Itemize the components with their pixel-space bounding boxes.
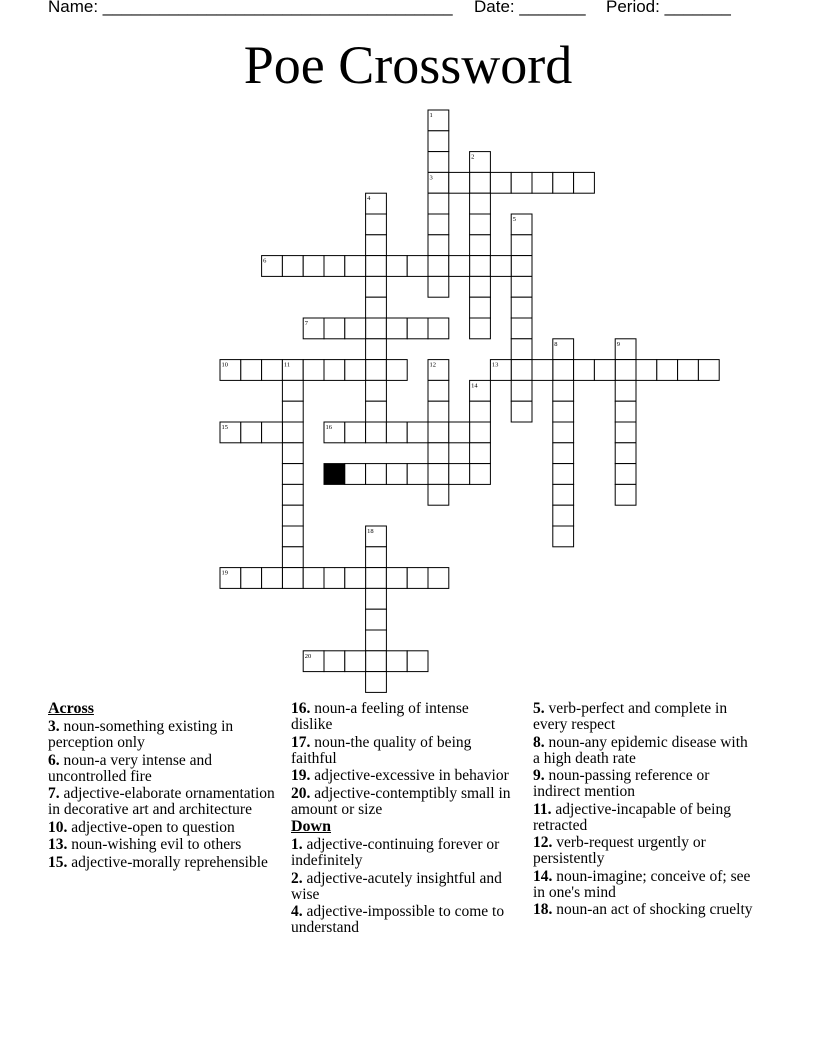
- grid-cell[interactable]: [386, 360, 407, 381]
- clue-number: 10.: [48, 818, 68, 836]
- clue-text: verb-request urgently or persistently: [533, 834, 706, 867]
- grid-cell[interactable]: [511, 318, 532, 339]
- grid-cell[interactable]: [282, 505, 303, 526]
- clue-item: [48, 753, 284, 785]
- cell-number: 12: [429, 361, 436, 369]
- clue-text: adjective-excessive in behavior: [310, 767, 509, 784]
- grid-cell[interactable]: [366, 568, 387, 589]
- grid-cell[interactable]: [345, 318, 366, 339]
- grid-cell[interactable]: [511, 401, 532, 422]
- grid-cell[interactable]: [303, 256, 324, 277]
- grid-cell[interactable]: [594, 360, 615, 381]
- clue-number: 15.: [48, 853, 68, 871]
- clue-text: adjective-continuing forever or indefinitely: [291, 836, 500, 869]
- cell-number: 19: [221, 569, 228, 577]
- clue-text: adjective-acutely insightful and wise: [291, 869, 502, 903]
- grid-cell[interactable]: [386, 422, 407, 443]
- grid-cell[interactable]: [324, 651, 345, 672]
- grid-cell[interactable]: [428, 380, 449, 401]
- grid-cell[interactable]: [428, 235, 449, 256]
- clue-number: 18.: [533, 901, 553, 918]
- grid-cell[interactable]: [678, 360, 699, 381]
- grid-cell[interactable]: [407, 651, 428, 672]
- grid-cell[interactable]: [553, 360, 574, 381]
- clue-text: noun-imagine; conceive of; see in one's mind: [533, 867, 751, 901]
- grid-cell[interactable]: [282, 484, 303, 505]
- grid-cell[interactable]: [428, 131, 449, 152]
- grid-cell[interactable]: [345, 464, 366, 485]
- grid-cell[interactable]: [366, 651, 387, 672]
- clue-item: [533, 835, 755, 867]
- cell-number: 6: [263, 257, 267, 265]
- cell-number: 18: [367, 528, 374, 535]
- clue-number: 8.: [533, 733, 545, 751]
- grid-cell[interactable]: [324, 568, 345, 589]
- across-heading: Across: [48, 700, 94, 717]
- grid-cell[interactable]: [366, 297, 387, 318]
- grid-cell[interactable]: [366, 380, 387, 401]
- grid-cell[interactable]: [615, 360, 636, 381]
- grid-cell[interactable]: [282, 443, 303, 464]
- grid-cell[interactable]: [407, 422, 428, 443]
- grid-cell[interactable]: [345, 256, 366, 277]
- clue-text: noun-a feeling of intense dislike: [291, 700, 469, 733]
- grid-cell[interactable]: [407, 568, 428, 589]
- grid-cell[interactable]: [345, 360, 366, 381]
- grid-cell[interactable]: [366, 401, 387, 422]
- grid-cell[interactable]: [324, 256, 345, 277]
- grid-cell[interactable]: [366, 464, 387, 485]
- down-heading: Down: [291, 818, 332, 835]
- grid-cell[interactable]: [511, 339, 532, 360]
- grid-cell[interactable]: [366, 672, 387, 693]
- grid-cell[interactable]: [366, 214, 387, 235]
- grid-cell[interactable]: [657, 360, 678, 381]
- grid-cell[interactable]: [407, 464, 428, 485]
- grid-cell[interactable]: [386, 256, 407, 277]
- grid-cell[interactable]: [366, 235, 387, 256]
- clue-number: 5.: [533, 700, 545, 717]
- grid-cell[interactable]: [470, 443, 491, 464]
- grid-cell[interactable]: [241, 568, 262, 589]
- grid-cell[interactable]: [470, 297, 491, 318]
- grid-cell[interactable]: [615, 443, 636, 464]
- cell-number: 11: [283, 361, 291, 369]
- clue-item: [291, 904, 511, 936]
- grid-cell[interactable]: [615, 401, 636, 422]
- clue-text: noun-an act of shocking cruelty: [552, 901, 753, 918]
- grid-cell[interactable]: [470, 193, 491, 214]
- grid-cell[interactable]: [636, 360, 657, 381]
- clue-number: 1.: [291, 836, 303, 853]
- grid-cell[interactable]: [428, 152, 449, 173]
- grid-cell[interactable]: [615, 380, 636, 401]
- clue-text: noun-passing reference or indirect mention: [533, 767, 710, 800]
- grid-cell[interactable]: [470, 214, 491, 235]
- cell-number: 20: [304, 652, 312, 660]
- cell-number: 16: [325, 424, 332, 431]
- grid-cell[interactable]: [386, 318, 407, 339]
- clue-item: [533, 701, 755, 733]
- clue-item: [291, 871, 511, 903]
- grid-cell[interactable]: [366, 588, 387, 609]
- grid-cell[interactable]: [303, 568, 324, 589]
- clue-item: [291, 701, 511, 733]
- name-field-label: Name: _____________________________________: [48, 0, 453, 16]
- grid-cell[interactable]: [366, 360, 387, 381]
- clue-item: [533, 768, 755, 800]
- grid-cell[interactable]: [282, 568, 303, 589]
- grid-cell[interactable]: [366, 422, 387, 443]
- clue-column-2: [291, 701, 511, 938]
- clue-item: [48, 719, 284, 751]
- grid-cell[interactable]: [386, 568, 407, 589]
- grid-cell[interactable]: [511, 172, 532, 193]
- grid-cell[interactable]: [282, 422, 303, 443]
- clue-item: [291, 735, 511, 767]
- clue-number: 11.: [533, 800, 552, 818]
- cell-number: 7: [304, 320, 308, 327]
- clue-text: noun-any epidemic disease with a high death rate: [533, 733, 748, 767]
- grid-cell[interactable]: [511, 276, 532, 297]
- grid-cell[interactable]: [553, 526, 574, 547]
- grid-cell[interactable]: [615, 484, 636, 505]
- cell-number: 2: [471, 153, 475, 161]
- grid-cell[interactable]: [345, 422, 366, 443]
- clue-item: [291, 768, 511, 784]
- clue-item: [533, 902, 755, 918]
- clue-item: [533, 735, 755, 767]
- clue-number: 16.: [291, 700, 311, 717]
- grid-cell[interactable]: [428, 422, 449, 443]
- grid-cell[interactable]: [574, 172, 595, 193]
- grid-cell[interactable]: [470, 256, 491, 277]
- clue-text: adjective-contemptibly small in amount or size: [291, 784, 511, 818]
- clue-item: [48, 837, 284, 853]
- grid-cell[interactable]: [282, 256, 303, 277]
- clue-number: 13.: [48, 836, 68, 853]
- cell-number: 8: [554, 340, 558, 348]
- cell-number: 17: [325, 465, 332, 473]
- grid-cell[interactable]: [366, 339, 387, 360]
- clue-number: 4.: [291, 903, 303, 920]
- period-field-label: Period: _______: [606, 0, 731, 16]
- clue-item: [291, 786, 511, 818]
- grid-cell[interactable]: [282, 380, 303, 401]
- grid-cell[interactable]: [615, 464, 636, 485]
- clue-column-3: [533, 701, 755, 920]
- grid-cell[interactable]: [366, 547, 387, 568]
- grid-cell[interactable]: [303, 360, 324, 381]
- grid-cell[interactable]: [511, 235, 532, 256]
- grid-cell[interactable]: [366, 256, 387, 277]
- grid-cell[interactable]: [262, 568, 283, 589]
- grid-cell[interactable]: [574, 360, 595, 381]
- cell-number: 4: [367, 195, 371, 203]
- grid-cell[interactable]: [511, 256, 532, 277]
- grid-cell[interactable]: [366, 276, 387, 297]
- grid-cell[interactable]: [345, 651, 366, 672]
- grid-cell[interactable]: [470, 235, 491, 256]
- clue-number: 7.: [48, 785, 60, 802]
- grid-cell[interactable]: [386, 651, 407, 672]
- cell-number: 5: [512, 216, 516, 223]
- clue-text: noun-wishing evil to others: [67, 836, 242, 853]
- grid-cell[interactable]: [428, 464, 449, 485]
- grid-cell[interactable]: [470, 401, 491, 422]
- grid-cell[interactable]: [470, 172, 491, 193]
- grid-cell[interactable]: [553, 464, 574, 485]
- grid-cell[interactable]: [262, 422, 283, 443]
- grid-cell[interactable]: [386, 464, 407, 485]
- grid-cell[interactable]: [282, 547, 303, 568]
- grid-cell[interactable]: [553, 484, 574, 505]
- grid-cell[interactable]: [407, 256, 428, 277]
- clue-text: noun-something existing in perception only: [48, 718, 234, 751]
- grid-cell[interactable]: [428, 401, 449, 422]
- grid-cell[interactable]: [407, 318, 428, 339]
- grid-cell[interactable]: [553, 422, 574, 443]
- clue-text: adjective-open to question: [67, 818, 235, 836]
- clue-number: 17.: [291, 733, 311, 751]
- grid-cell[interactable]: [470, 276, 491, 297]
- grid-cell[interactable]: [470, 318, 491, 339]
- grid-cell[interactable]: [532, 172, 553, 193]
- cell-number: 13: [491, 361, 499, 369]
- grid-cell[interactable]: [282, 526, 303, 547]
- grid-cell[interactable]: [532, 360, 553, 381]
- clue-number: 2.: [291, 869, 303, 887]
- clue-column-1: [48, 701, 284, 872]
- grid-cell[interactable]: [470, 464, 491, 485]
- clue-item: [48, 855, 284, 871]
- grid-cell[interactable]: [511, 380, 532, 401]
- cell-number: 10: [221, 361, 228, 369]
- clue-text: verb-perfect and complete in every respect: [533, 700, 728, 733]
- grid-cell[interactable]: [262, 360, 283, 381]
- grid-cell[interactable]: [449, 172, 470, 193]
- grid-cell[interactable]: [241, 422, 262, 443]
- grid-cell[interactable]: [449, 422, 470, 443]
- clue-item: [533, 802, 755, 834]
- clue-number: 19.: [291, 767, 311, 784]
- grid-cell[interactable]: [615, 422, 636, 443]
- clue-number: 14.: [533, 867, 553, 885]
- clue-text: adjective-elaborate ornamentation in decorative art and architecture: [48, 785, 275, 818]
- clue-number: 12.: [533, 834, 553, 851]
- grid-cell[interactable]: [449, 256, 470, 277]
- grid-cell[interactable]: [470, 422, 491, 443]
- grid-cell[interactable]: [428, 568, 449, 589]
- grid-cell[interactable]: [345, 568, 366, 589]
- clue-number: 3.: [48, 718, 60, 735]
- clue-text: adjective-morally reprehensible: [67, 853, 268, 871]
- grid-cell[interactable]: [553, 505, 574, 526]
- grid-cell[interactable]: [241, 360, 262, 381]
- grid-cell[interactable]: [428, 214, 449, 235]
- cell-number: 15: [221, 424, 228, 431]
- clue-text: adjective-impossible to come to understand: [291, 903, 505, 936]
- grid-cell[interactable]: [553, 172, 574, 193]
- grid-cell[interactable]: [324, 360, 345, 381]
- page-title: Poe Crossword: [243, 35, 573, 95]
- clue-number: 6.: [48, 751, 60, 769]
- grid-cell[interactable]: [282, 401, 303, 422]
- grid-cell[interactable]: [428, 276, 449, 297]
- grid-cell[interactable]: [553, 401, 574, 422]
- cell-number: 14: [471, 382, 478, 390]
- grid-cell[interactable]: [490, 172, 511, 193]
- clue-text: adjective-incapable of being retracted: [533, 800, 731, 834]
- grid-cell[interactable]: [449, 464, 470, 485]
- clue-item: [291, 837, 511, 869]
- grid-cell[interactable]: [511, 297, 532, 318]
- clue-item: [533, 869, 755, 901]
- clue-text: noun-the quality of being faithful: [291, 733, 472, 767]
- grid-cell[interactable]: [428, 193, 449, 214]
- date-field-label: Date: _______: [474, 0, 586, 16]
- grid-cell[interactable]: [282, 464, 303, 485]
- grid-cell[interactable]: [428, 443, 449, 464]
- clue-item: [48, 786, 284, 818]
- grid-cell[interactable]: [490, 256, 511, 277]
- clue-item: [48, 820, 284, 836]
- grid-cell[interactable]: [366, 609, 387, 630]
- grid-cell[interactable]: [511, 360, 532, 381]
- cell-number: 3: [429, 174, 433, 182]
- clue-number: 20.: [291, 784, 311, 802]
- cell-number: 1: [429, 112, 433, 119]
- grid-cell[interactable]: [428, 484, 449, 505]
- grid-cell[interactable]: [553, 443, 574, 464]
- grid-cell[interactable]: [428, 318, 449, 339]
- grid-cell[interactable]: [698, 360, 719, 381]
- grid-cell[interactable]: [553, 380, 574, 401]
- clue-number: 9.: [533, 767, 545, 784]
- grid-cell[interactable]: [366, 318, 387, 339]
- clue-text: noun-a very intense and uncontrolled fire: [48, 751, 212, 785]
- cell-number: 9: [616, 340, 620, 348]
- grid-cell[interactable]: [428, 256, 449, 277]
- grid-cell[interactable]: [324, 318, 345, 339]
- grid-cell[interactable]: [366, 630, 387, 651]
